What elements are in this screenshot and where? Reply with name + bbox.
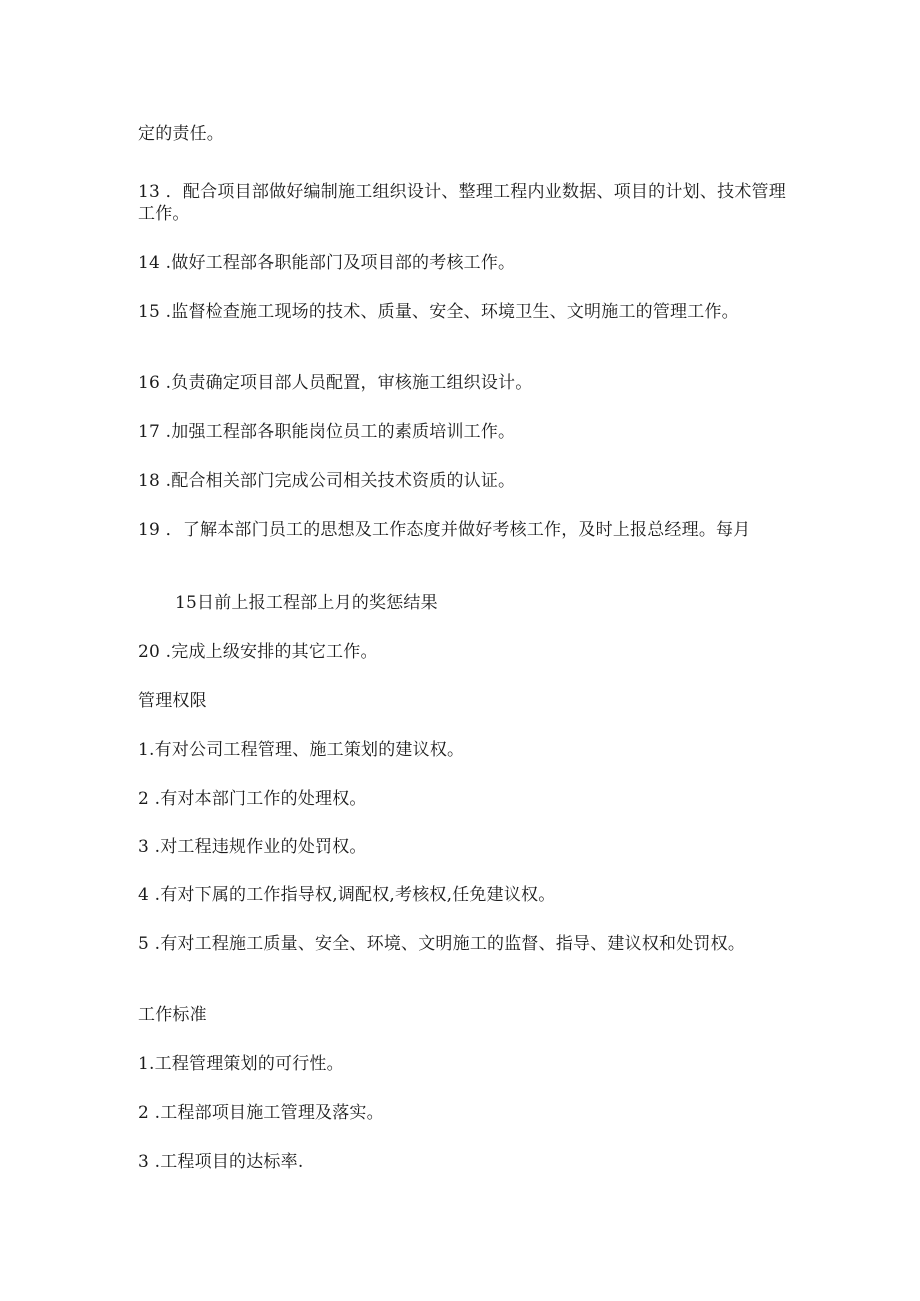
section-heading-authority: 管理权限 [138, 691, 207, 711]
standard-item-2: 2 .工程部项目施工管理及落实。 [138, 1103, 384, 1123]
authority-item-3: 3 .对工程违规作业的处罚权。 [138, 837, 367, 857]
authority-item-4: 4 .有对下属的工作指导权,调配权,考核权,任免建议权。 [138, 885, 556, 905]
paragraph-continuation: 定的责任。 [138, 124, 224, 144]
standard-item-1: 1.工程管理策划的可行性。 [138, 1054, 344, 1074]
duty-item-15: 15 .监督检查施工现场的技术、质量、安全、环境卫生、文明施工的管理工作。 [138, 302, 739, 322]
duty-item-13: 13 ．配合项目部做好编制施工组织设计、整理工程内业数据、项目的计划、技术管理工作。 [138, 182, 786, 224]
duty-item-17: 17 .加强工程部各职能岗位员工的素质培训工作。 [138, 422, 516, 442]
duty-item-19: 19 ．了解本部门员工的思想及工作态度并做好考核工作，及时上报总经理。每月 [138, 520, 751, 540]
duty-item-20: 20 .完成上级安排的其它工作。 [138, 642, 378, 662]
duty-item-16: 16 .负责确定项目部人员配置，审核施工组织设计。 [138, 373, 533, 393]
authority-item-5: 5 .有对工程施工质量、安全、环境、文明施工的监督、指导、建议权和处罚权。 [138, 934, 746, 954]
duty-item-19-detail: 15日前上报工程部上月的奖惩结果 [175, 593, 438, 613]
authority-item-2: 2 .有对本部门工作的处理权。 [138, 789, 367, 809]
standard-item-3: 3 .工程项目的达标率. [138, 1152, 304, 1172]
duty-item-14: 14 .做好工程部各职能部门及项目部的考核工作。 [138, 253, 516, 273]
section-heading-standards: 工作标准 [138, 1005, 207, 1025]
duty-item-18: 18 .配合相关部门完成公司相关技术资质的认证。 [138, 471, 516, 491]
authority-item-1: 1.有对公司工程管理、施工策划的建议权。 [138, 740, 465, 760]
